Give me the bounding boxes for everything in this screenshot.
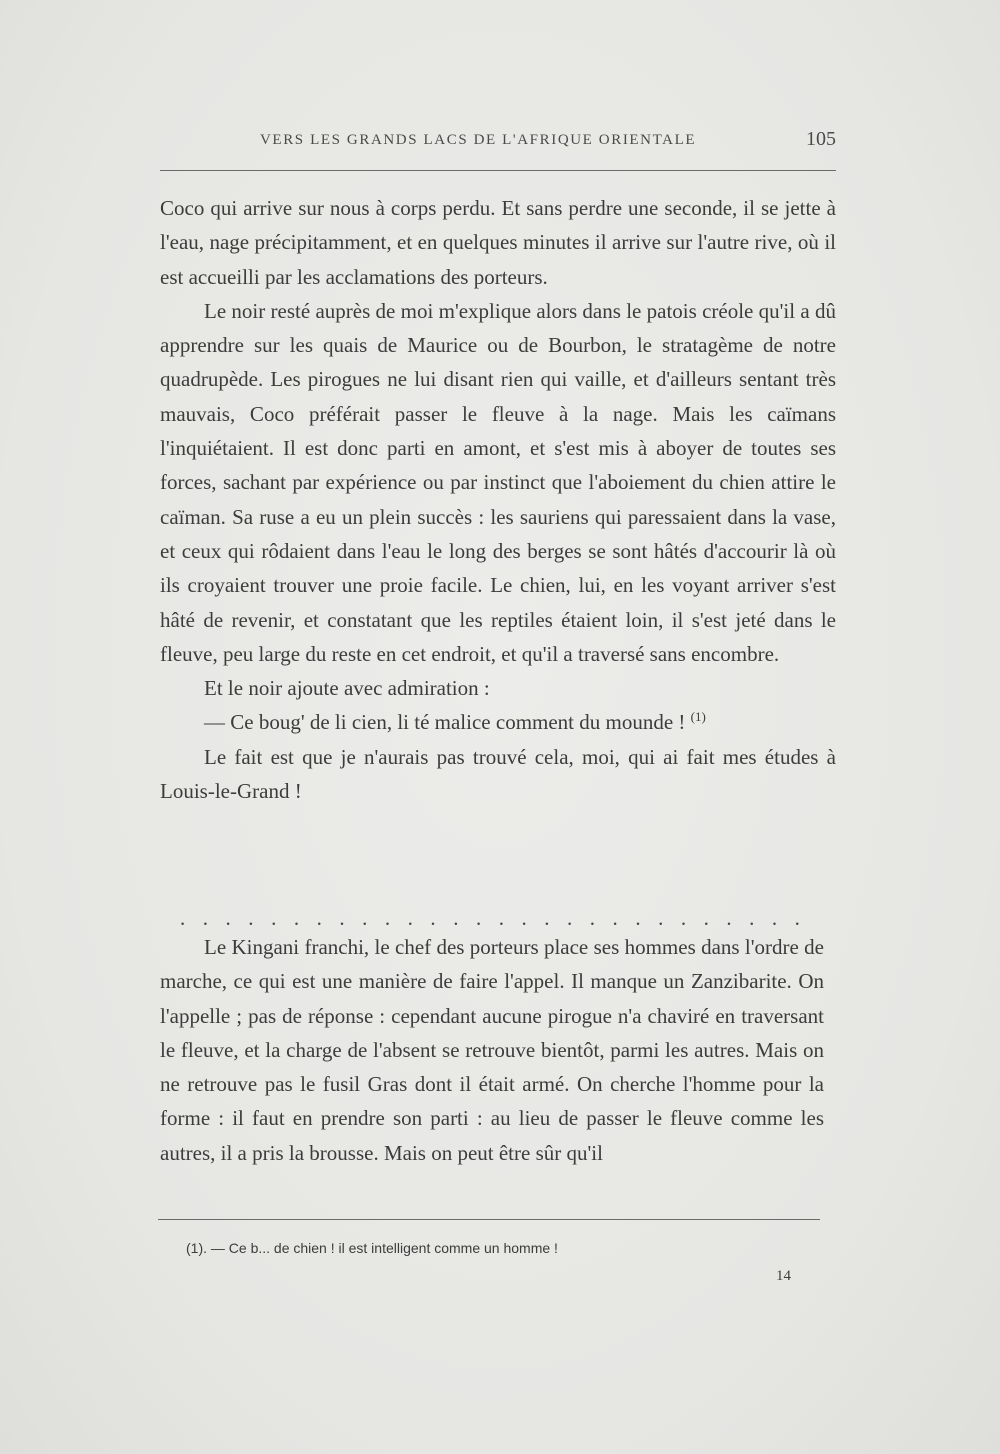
body-text-lower	[160, 930, 824, 1170]
paragraph-6: Le Kingani franchi, le chef des porteurs place ses hommes dans l'ordre de marche, ce qui est une manière de faire l'appel. Il manque un Zanzibarite. On l'appelle ; pas de réponse : cependant aucune pirogue n'a chaviré en traversant le fleuve, et la charge de l'absent se retrouve bientôt, parmi les autres. Mais on ne retrouve pas le fusil Gras dont il était armé. On cherche l'homme pour la forme : il faut en prendre son parti : au lieu de passer le fleuve comme les autres, il a pris la brousse. Mais on peut être sûr qu'il	[160, 935, 824, 1165]
paragraph-3: Et le noir ajoute avec admiration :	[204, 676, 490, 701]
paragraph-1: Coco qui arrive sur nous à corps perdu. Et sans perdre une seconde, il se jette à l'eau, nage précipitamment, et en quelques minutes il arrive sur l'autre rive, où il est accueilli par les acclamations des porteurs.	[160, 196, 836, 289]
header-rule	[160, 170, 836, 171]
quote-text: — Ce boug' de li cien, li té malice comment du mounde !	[204, 710, 686, 735]
paragraph-2: Le noir resté auprès de moi m'explique alors dans le patois créole qu'il a dû apprendre sur les quais de Maurice ou de Bourbon, le stratagème de notre quadrupède. Les pirogues ne lui disant rien qui vaille, et d'ailleurs sentant très mauvais, Coco préférait passer le fleuve à la nage. Mais les caïmans l'inquiétaient. Il est donc parti en amont, et s'est mis à aboyer de toutes ses forces, sachant par expérience ou par instinct que l'aboiement du chien attire le caïman. Sa ruse a eu un plein succès : les sauriens qui paressaient dans la vase, et ceux qui rôdaient dans l'eau le long des berges se sont hâtés d'accourir là où ils croyaient trouver une proie facile. Le chien, lui, en les voyant arriver s'est hâté de revenir, et constatant que les reptiles étaient loin, il s'est jeté dans le fleuve, peu large du reste en cet endroit, et qu'il a traversé sans encombre.	[160, 298, 836, 666]
running-title: VERS LES GRANDS LACS DE L'AFRIQUE ORIENTALE	[260, 132, 697, 148]
paragraph-4-quote	[160, 705, 836, 739]
footnote-rule	[158, 1219, 820, 1220]
footnote-reference: (1)	[690, 709, 706, 725]
running-head	[160, 128, 836, 158]
signature-mark: 14	[776, 1268, 791, 1284]
paragraph-5: Le fait est que je n'aurais pas trouvé cela, moi, qui ai fait mes études à Louis-le-Grand !	[160, 744, 836, 804]
footnote: (1). — Ce b... de chien ! il est intelligent comme un homme !	[186, 1240, 558, 1256]
body-text-upper	[160, 191, 836, 808]
page-number: 105	[806, 128, 836, 150]
section-break-dots: . . . . . . . . . . . . . . . . . . . . . . . . . . . .	[180, 906, 800, 930]
